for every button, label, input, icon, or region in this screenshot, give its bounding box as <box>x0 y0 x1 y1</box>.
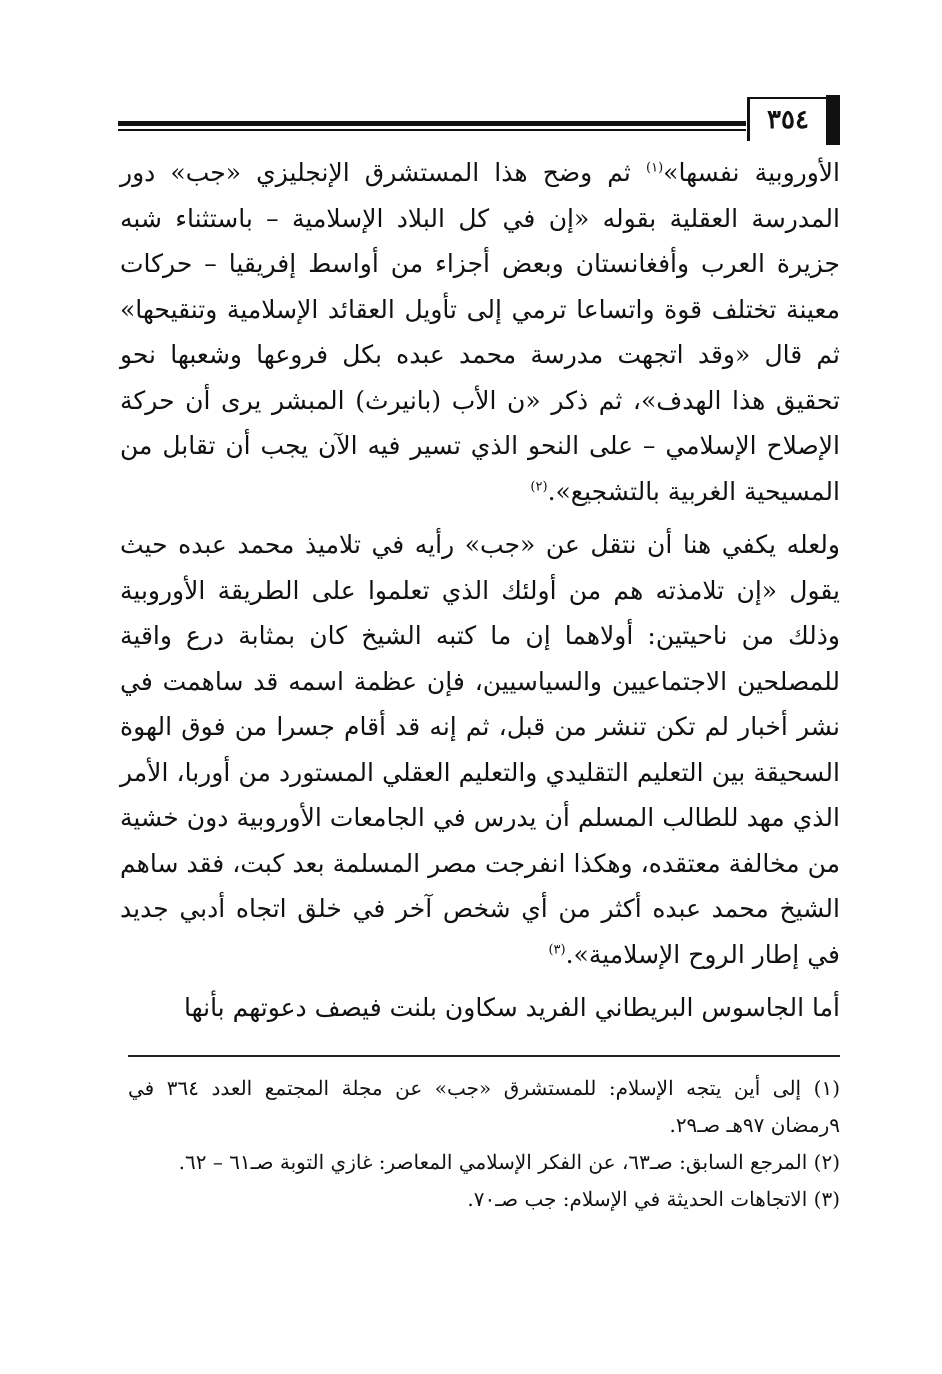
header-rule-thick <box>118 121 746 126</box>
paragraph-3 <box>120 985 840 1031</box>
paragraph-text: أما الجاسوس البريطاني الفريد سكاون بلنت فيصف دعوتهم بأنها <box>183 993 840 1022</box>
footnotes <box>128 1070 840 1218</box>
footnote-2: (٢) المرجع السابق: صـ٦٣، عن الفكر الإسلامي المعاصر: غازي التوبة صـ٦١ – ٦٢. <box>178 1150 840 1174</box>
page-number: ٣٥٤ <box>767 105 809 135</box>
paragraph-text: ولعله يكفي هنا أن نتقل عن «جب» رأيه في تلاميذ محمد عبده حيث يقول «إن تلامذته هم من أولئك الذي تعلموا على الطريقة الأوروبية وذلك من ناحيتين: أولاهما إن ما كتبه الشيخ كان بمثابة درع واقية للمصلحين الاجتماعيين والسياسيين، فإن عظمة اسمه قد ساهمت في نشر أخبار لم تكن تنشر من قبل، ثم إنه قد أقام جسرا من فوق الهوة السحيقة بين التعليم التقليدي والتعليم العقلي المستورد من أوربا، الأمر الذي مهد للطالب المسلم أن يدرس في الجامعات الأوروبية دون خشية من مخالفة معتقده، وهكذا انفرجت مصر المسلمة بعد كبت، فقد ساهم الشيخ محمد عبده أكثر من أي شخص آخر في خلق اتجاه أدبي جديد في إطار الروح الإسلامية». <box>120 530 840 969</box>
paragraph-2 <box>120 522 840 977</box>
footnote-separator <box>128 1055 840 1057</box>
header-rule-thin <box>118 129 746 131</box>
footnote-ref-1: (١) <box>646 160 664 176</box>
footnote-ref-3: (٣) <box>548 942 566 958</box>
paragraph-1 <box>120 150 840 514</box>
main-text <box>120 150 840 1031</box>
paragraph-text: ثم وضح هذا المستشرق الإنجليزي «جب» دور المدرسة العقلية بقوله «إن في كل البلاد الإسلامية – باستثناء شبه جزيرة العرب وأفغانستان وبعض أجزاء من أواسط إفريقيا – حركات معينة تختلف قوة واتساعا ترمي إلى تأويل العقائد الإسلامية وتنقيحها» ثم قال «وقد اتجهت مدرسة محمد عبده بكل فروعها وشعبها نحو تحقيق هذا الهدف»، ثم ذكر «ن الأب (بانيرث) المبشر يرى أن حركة الإصلاح الإسلامي – على النحو الذي تسير فيه الآن يجب أن تقابل من المسيحية الغربية بالتشجيع». <box>120 158 840 506</box>
page-number-box <box>747 97 838 141</box>
footnote-ref-2: (٢) <box>530 479 548 495</box>
page-header <box>118 95 838 145</box>
paragraph-text: الأوروبية نفسها» <box>663 158 840 187</box>
footnote-3: (٣) الاتجاهات الحديثة في الإسلام: جب صـ٧٠. <box>467 1187 840 1211</box>
footnote-1: (١) إلى أين يتجه الإسلام: للمستشرق «جب» عن مجلة المجتمع العدد ٣٦٤ في ٩رمضان ٩٧هـ صـ٢٩. <box>128 1076 840 1137</box>
